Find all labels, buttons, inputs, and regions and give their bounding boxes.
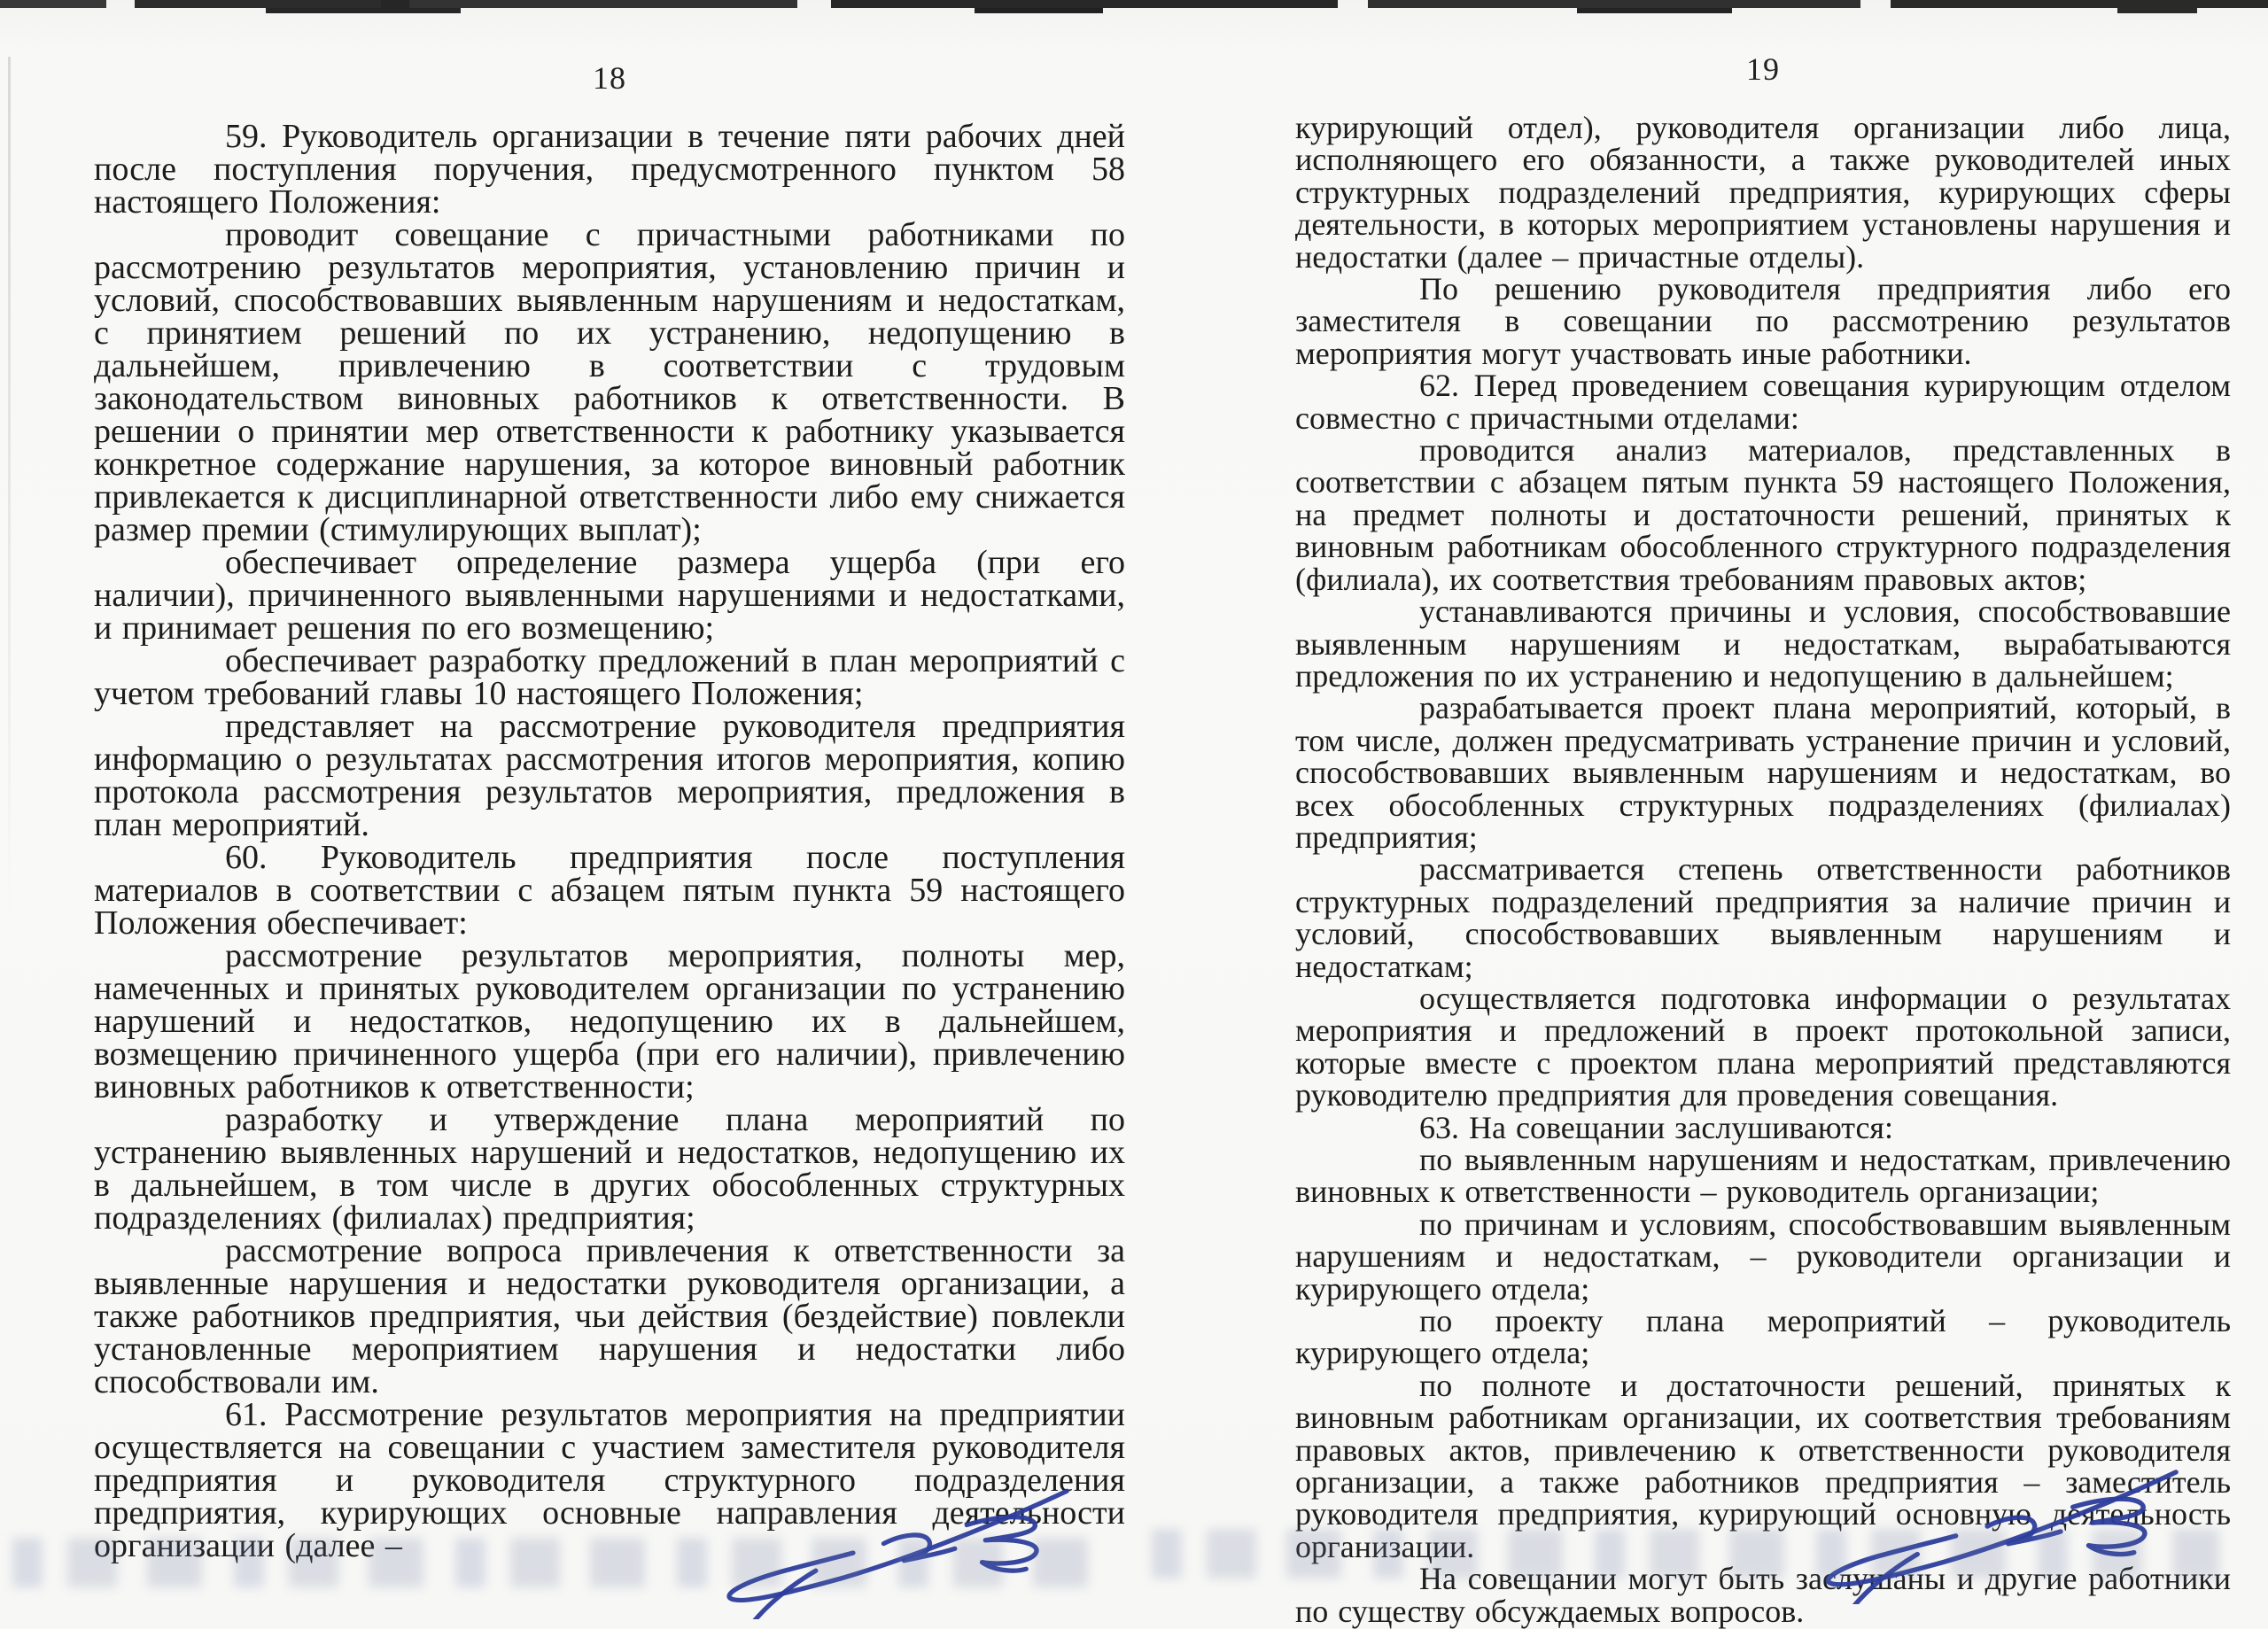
page-19 — [1295, 50, 2231, 1627]
scan-left-edge-artifact — [8, 57, 11, 916]
page-19-text — [1295, 112, 2231, 1627]
page-18 — [94, 58, 1125, 1563]
scan-top-edge-artifact — [0, 0, 2268, 21]
paragraph: по проекту плана мероприятий – руководитель курирующего отдела; — [1295, 1303, 2231, 1371]
paragraph: представляет на рассмотрение руководителя предприятия информацию о результатах рассмотрения итогов мероприятия, копию протокола рассмотрения результатов мероприятия, предложения в план мероприятий. — [94, 708, 1125, 843]
paragraph: проводится анализ материалов, представленных в соответствии с абзацем пятым пункта 59 настоящего Положения, на предмет полноты и достаточности решений, принятых к виновным работникам обособленного структурного подразделения (филиала), их соответствия требованиям правовых актов; — [1295, 432, 2231, 597]
paragraph: обеспечивает разработку предложений в план мероприятий с учетом требований главы 10 настоящего Положения; — [94, 642, 1125, 712]
paragraph: по выявленным нарушениям и недостаткам, привлечению виновных к ответственности – руководитель организации; — [1295, 1142, 2231, 1210]
paragraph: 61. Рассмотрение результатов мероприятия на предприятии осуществляется на совещании с участием заместителя руководителя предприятия и руководителя структурного подразделения предприятия, курирующих основные направления деятельности организации (далее – — [94, 1396, 1125, 1564]
paragraph: По решению руководителя предприятия либо его заместителя в совещании по рассмотрению результатов мероприятия могут участвовать иные работники. — [1295, 271, 2231, 371]
paragraph: осуществляется подготовка информации о результатах мероприятия и предложений в проект протокольной записи, которые вместе с проектом плана мероприятий представляются руководителю предприятия для проведения совещания. — [1295, 980, 2231, 1113]
paragraph: устанавливаются причины и условия, способствовавшие выявленным нарушениям и недостаткам, вырабатываются предложения по их устранению и недопущению в дальнейшем; — [1295, 593, 2231, 694]
paragraph: рассмотрение вопроса привлечения к ответственности за выявленные нарушения и недостатки руководителя организации, а также работников предприятия, чьи действия (бездействие) повлекли установленные мероприятием нарушения и недостатки либо способствовали им. — [94, 1232, 1125, 1400]
paragraph: 62. Перед проведением совещания курирующим отделом совместно с причастными отделами: — [1295, 368, 2231, 436]
page-number: 19 — [1746, 51, 1780, 87]
page-number: 18 — [593, 60, 626, 96]
paragraph: 59. Руководитель организации в течение пяти рабочих дней после поступления поручения, предусмотренного пунктом 58 настоящего Положения: — [94, 118, 1125, 221]
page-18-text — [94, 120, 1125, 1563]
paragraph: 60. Руководитель предприятия после поступления материалов в соответствии с абзацем пятым пункта 59 настоящего Положения обеспечивает: — [94, 839, 1125, 942]
paragraph-continuation: курирующий отдел), руководителя организации либо лица, исполняющего его обязанности, а также руководителей иных структурных подразделений предприятия, курирующих сферы деятельности, в которых мероприятием установлены нарушения и недостатки (далее – причастные отделы). — [1295, 110, 2231, 275]
paragraph: по полноте и достаточности решений, принятых к виновным работникам организации, их соответствия требованиям правовых актов, привлечению к ответственности руководителя организации, а также работников предприятия – заместитель руководителя предприятия, курирующий основную деятельность организации. — [1295, 1367, 2231, 1564]
paragraph: разработку и утверждение плана мероприятий по устранению выявленных нарушений и недостатков, недопущению их в дальнейшем, в том числе в других обособленных структурных подразделениях (филиалах) предприятия; — [94, 1101, 1125, 1237]
paragraph: 63. На совещании заслушиваются: — [1419, 1109, 1893, 1145]
paragraph: по причинам и условиям, способствовавшим выявленным нарушениям и недостаткам, – руководители организации и курирующего отдела; — [1295, 1206, 2231, 1307]
paragraph: обеспечивает определение размера ущерба (при его наличии), причиненного выявленными нарушениями и недостатками, и принимает решения по его возмещению; — [94, 544, 1125, 647]
paragraph: рассмотрение результатов мероприятия, полноты мер, намеченных и принятых руководителем организации по устранению нарушений и недостатков, недопущению их в дальнейшем, возмещению причиненного ущерба (при его наличии), привлечению виновных работников к ответственности; — [94, 937, 1125, 1105]
paragraph: рассматривается степень ответственности работников структурных подразделений предприятия за наличие причин и условий, способствовавших выявленным нарушениям и недостаткам; — [1295, 851, 2231, 984]
paragraph: проводит совещание с причастными работниками по рассмотрению результатов мероприятия, установлению причин и условий, способствовавших выявленным нарушениям и недостаткам, с принятием решений по их устранению, недопущению в дальнейшем, привлечению в соответствии с трудовым законодательством виновных работников к ответственности. В решении о принятии мер ответственности к работнику указывается конкретное содержание нарушения, за которое виновный работник привлекается к дисциплинарной ответственности либо ему снижается размер премии (стимулирующих выплат); — [94, 216, 1125, 548]
paragraph: На совещании могут быть заслушаны и другие работники по существу обсуждаемых вопросов. — [1295, 1561, 2231, 1629]
paragraph: разрабатывается проект плана мероприятий, который, в том числе, должен предусматривать устранение причин и условий, способствовавших выявленным нарушениям и недостаткам, во всех обособленных структурных подразделениях (филиалах) предприятия; — [1295, 690, 2231, 855]
